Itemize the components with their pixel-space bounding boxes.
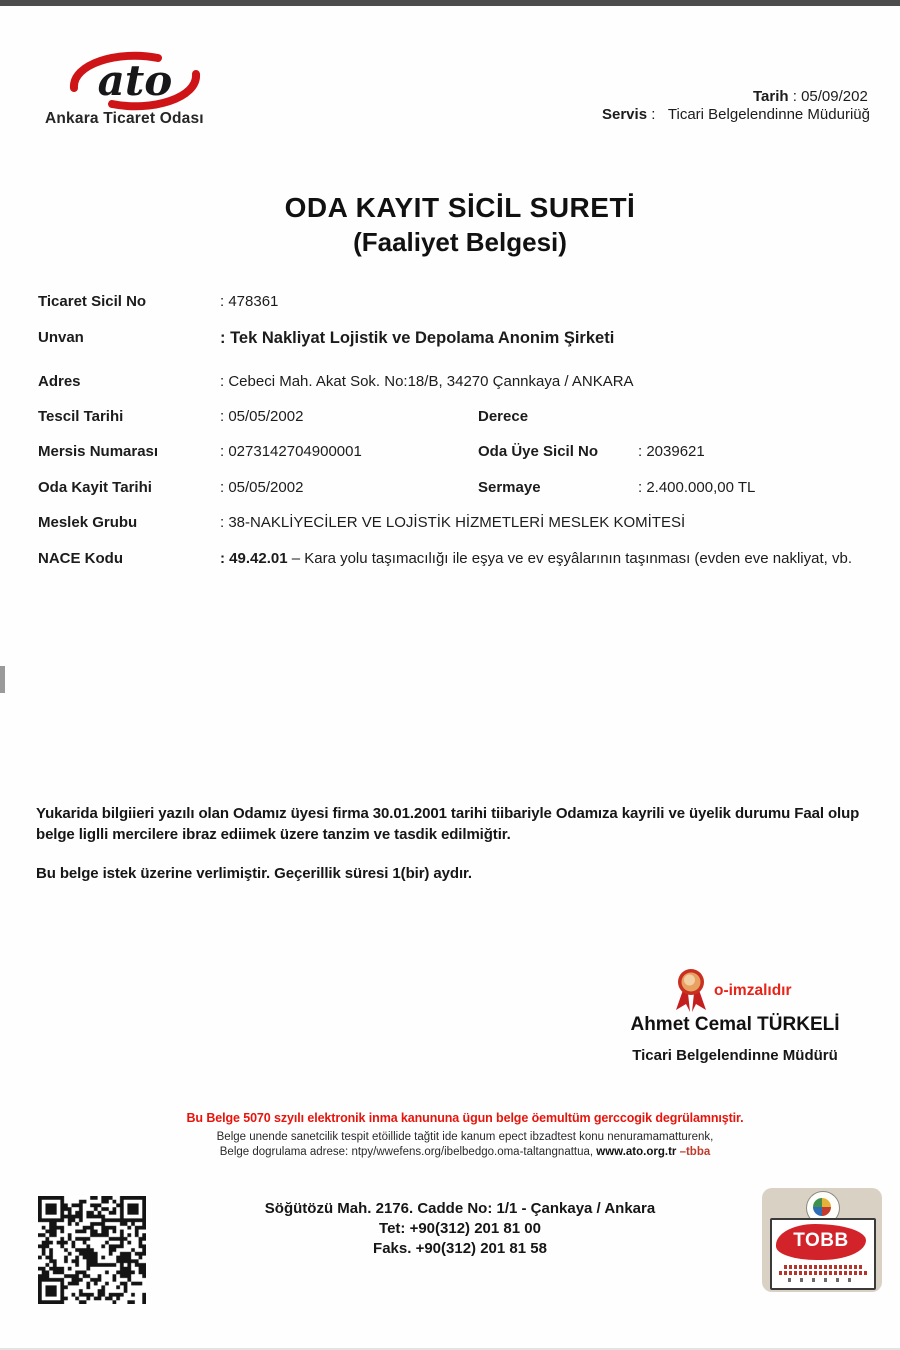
field-label: Adres <box>38 373 81 390</box>
document-title <box>0 192 900 258</box>
nace-description: – Kara yolu taşımacılığı ile eşya ve ev eşyâlarının taşınması (evden eve nakliyat, vb. <box>291 550 852 567</box>
field-label: Ticaret Sicil No <box>38 293 147 310</box>
footer-contact <box>170 1200 750 1260</box>
title-line2: (Faaliyet Belgesi) <box>353 227 567 257</box>
footer-address-line: Söğütözü Mah. 2176. Cadde No: 1/1 - Çankaya / Ankara <box>264 1200 656 1217</box>
field-value: : Tek Nakliyat Lojistik ve Depolama Anonim Şirketi <box>220 329 615 347</box>
field-value: : 478361 <box>220 293 279 310</box>
field-value: : 0273142704900001 <box>220 443 362 460</box>
field-value: : 05/05/2002 <box>220 479 304 496</box>
org-name: Ankara Ticaret Odası <box>45 110 204 127</box>
legal-notice-red: Bu Belge 5070 szyılı elektronik inma kanununa ügun belge öemultüm gerccogik degrülamnıştir. <box>186 1111 744 1125</box>
tobb-seal-core <box>813 1198 831 1216</box>
ato-logo-icon <box>60 48 210 114</box>
verification-suffix: –tbba <box>676 1146 711 1158</box>
field-label-sermaye: Sermaye <box>478 479 541 496</box>
tobb-wordmark: TOBB <box>793 1230 849 1251</box>
field-row-meslek-grubu <box>0 514 900 538</box>
field-row-adres <box>0 373 900 397</box>
service-value: Ticari Belgelendinne Müduriüğ <box>667 106 870 123</box>
statement-paragraph: Yukarida bilgiieri yazılı olan Odamız üyesi firma 30.01.2001 tarihi tiibariyle Odamıza kayrili ve üyelik durumu Faal olup belge liglli mercilere ibraz ediimek üzere tanzim ve tasdik edilmiğtir. <box>36 805 860 843</box>
seal-ribbon-icon <box>674 968 708 1014</box>
ato-logo-text: ato <box>97 56 173 105</box>
field-label: Tescil Tarihi <box>38 408 124 425</box>
nace-code: : 49.42.01 <box>220 550 292 567</box>
tobb-small-text-line <box>784 1265 862 1269</box>
field-value-oda-uye-sicil-no: : 2039621 <box>638 443 705 460</box>
scan-artifact <box>0 666 5 693</box>
tobb-logo <box>762 1188 882 1292</box>
field-label: Oda Kayit Tarihi <box>38 479 152 496</box>
legal-verification-line <box>35 1146 895 1158</box>
field-row-nace-kodu <box>0 550 900 574</box>
verification-prefix: Belge dogrulama adrese: ntpy/wwefens.org/ibelbedgo.oma-taltangnattua, <box>219 1146 597 1158</box>
turkey-map-icon <box>776 1224 866 1260</box>
signer-name: Ahmet Cemal TÜRKELİ <box>630 1014 840 1035</box>
tobb-glyph-row <box>788 1278 858 1282</box>
field-label: Unvan <box>38 329 84 346</box>
field-value: : 38-NAKLİYECİLER VE LOJİSTİK HİZMETLERİ MESLEK KOMİTESİ <box>220 514 686 531</box>
tobb-small-text-line <box>779 1271 867 1275</box>
field-row-mersis <box>0 443 900 467</box>
field-row-tescil-tarihi <box>0 408 900 432</box>
qr-code <box>38 1196 146 1304</box>
field-label: Mersis Numarası <box>38 443 159 460</box>
ato-website: www.ato.org.tr <box>596 1146 677 1158</box>
field-value: : Cebeci Mah. Akat Sok. No:18/B, 34270 Çannkaya / ANKARA <box>220 373 634 390</box>
validity-paragraph: Bu belge istek üzerine verlimiştir. Geçerillik süresi 1(bir) aydır. <box>36 865 472 882</box>
field-label-derece: Derece <box>478 408 529 425</box>
service-label: Servis <box>602 106 648 123</box>
field-value-sermaye: : 2.400.000,00 TL <box>638 479 756 496</box>
field-row-oda-kayit-tarihi <box>0 479 900 503</box>
title-line1: ODA KAYIT SİCİL SURETİ <box>284 192 636 223</box>
date-label: Tarih <box>753 88 789 105</box>
field-value <box>220 550 852 567</box>
field-row-ticaret-sicil-no <box>0 293 900 317</box>
service-colon: : <box>647 106 656 123</box>
tobb-emblem-box <box>770 1218 876 1290</box>
e-signature-label: o-imzalıdır <box>714 982 792 999</box>
date-line <box>753 88 868 105</box>
field-label: Meslek Grubu <box>38 514 138 531</box>
signer-title: Ticari Belgelendinne Müdürü <box>632 1047 838 1064</box>
field-label-oda-uye-sicil-no: Oda Üye Sicil No <box>478 443 599 460</box>
service-line <box>602 106 870 123</box>
registration-fields <box>0 293 900 593</box>
footer-fax: Faks. +90(312) 201 81 58 <box>373 1240 547 1257</box>
footer-tel: Tet: +90(312) 201 81 00 <box>379 1220 541 1237</box>
field-row-unvan <box>0 329 900 353</box>
field-label: NACE Kodu <box>38 550 123 567</box>
legal-notice-line2: Belge unende sanetcilik tespit etöillide tağtit ide kanum epect ibzadtest konu nenuramamatturenk, <box>216 1131 714 1143</box>
field-value: : 05/05/2002 <box>220 408 304 425</box>
date-value: : 05/09/202 <box>788 88 868 105</box>
scan-edge-top <box>0 0 900 6</box>
